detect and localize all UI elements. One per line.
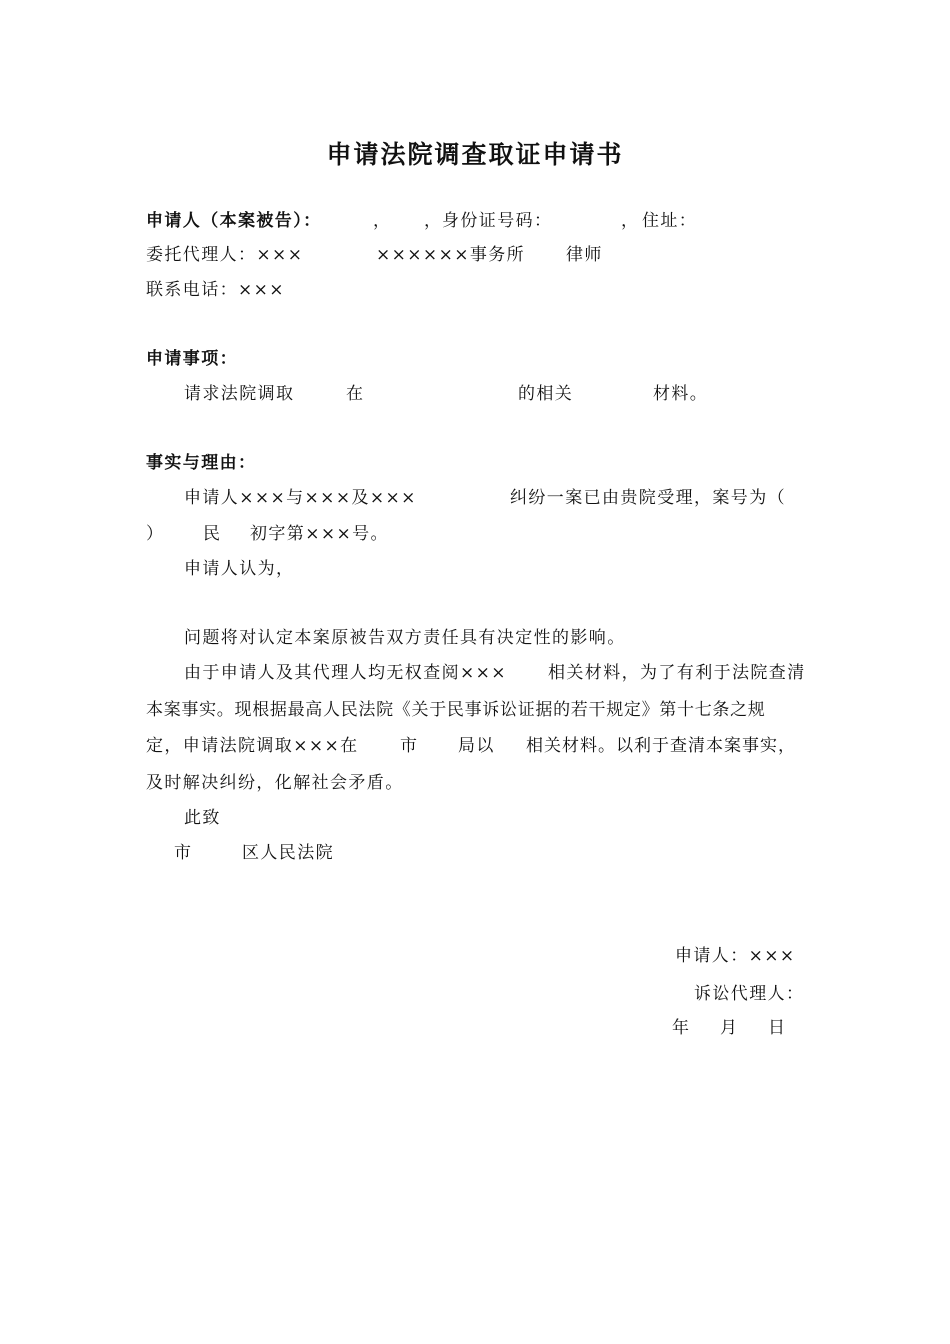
facts-line-5b: 相关材料，为了有利于法院查清 [548, 663, 806, 683]
facts-line-6: 本案事实。现根据最高人民法院《关于民事诉讼证据的若干规定》第十七条之规 [146, 700, 766, 720]
applicant-comma-1: ， [373, 211, 392, 231]
court-name: 区人民法院 [242, 843, 334, 863]
facts-line-2b: 民 [203, 524, 222, 544]
signature-agent: 诉讼代理人： [694, 984, 805, 1004]
agent-firm: ××××××事务所 [376, 245, 526, 265]
facts-line-3: 申请人认为， [184, 559, 295, 579]
facts-line-1a: 申请人×××与×××及××× [184, 488, 417, 508]
agent-label: 委托代理人：××× [146, 245, 304, 265]
request-part-4: 材料。 [653, 384, 709, 404]
applicant-label: 申请人（本案被告）： [146, 211, 322, 231]
address-label: 住址： [642, 211, 698, 231]
signature-month: 月 [720, 1018, 739, 1038]
signature-day: 日 [768, 1018, 787, 1038]
request-heading: 申请事项： [146, 349, 238, 369]
facts-line-4: 问题将对认定本案原被告双方责任具有决定性的影响。 [184, 628, 626, 648]
facts-line-1b: 纠纷一案已由贵院受理，案号为（ [510, 488, 786, 508]
facts-line-2c: 初字第×××号。 [250, 524, 389, 544]
applicant-comma-2: ， [424, 211, 443, 231]
signature-applicant: 申请人：××× [675, 946, 796, 966]
facts-heading: 事实与理由： [146, 453, 257, 473]
document-title: 申请法院调查取证申请书 [326, 140, 624, 169]
facts-line-5a: 由于申请人及其代理人均无权查阅××× [184, 663, 507, 683]
agent-role: 律师 [566, 245, 603, 265]
facts-line-7a: 定，申请法院调取×××在 [146, 736, 359, 756]
court-city: 市 [174, 843, 193, 863]
facts-line-7d: 相关材料。以利于查清本案事实， [526, 736, 796, 756]
request-part-1: 请求法院调取 [184, 384, 295, 404]
phone-line: 联系电话：××× [146, 280, 285, 300]
signature-year: 年 [672, 1018, 691, 1038]
facts-line-7b: 市 [400, 736, 419, 756]
facts-line-8: 及时解决纠纷，化解社会矛盾。 [146, 773, 404, 793]
facts-line-2a: ） [146, 524, 165, 544]
request-part-3: 的相关 [518, 384, 574, 404]
request-part-2: 在 [346, 384, 365, 404]
id-number-label: 身份证号码： [442, 211, 553, 231]
facts-line-7c: 局以 [458, 736, 495, 756]
applicant-comma-3: ， [621, 211, 640, 231]
closing-salutation: 此致 [184, 808, 221, 828]
